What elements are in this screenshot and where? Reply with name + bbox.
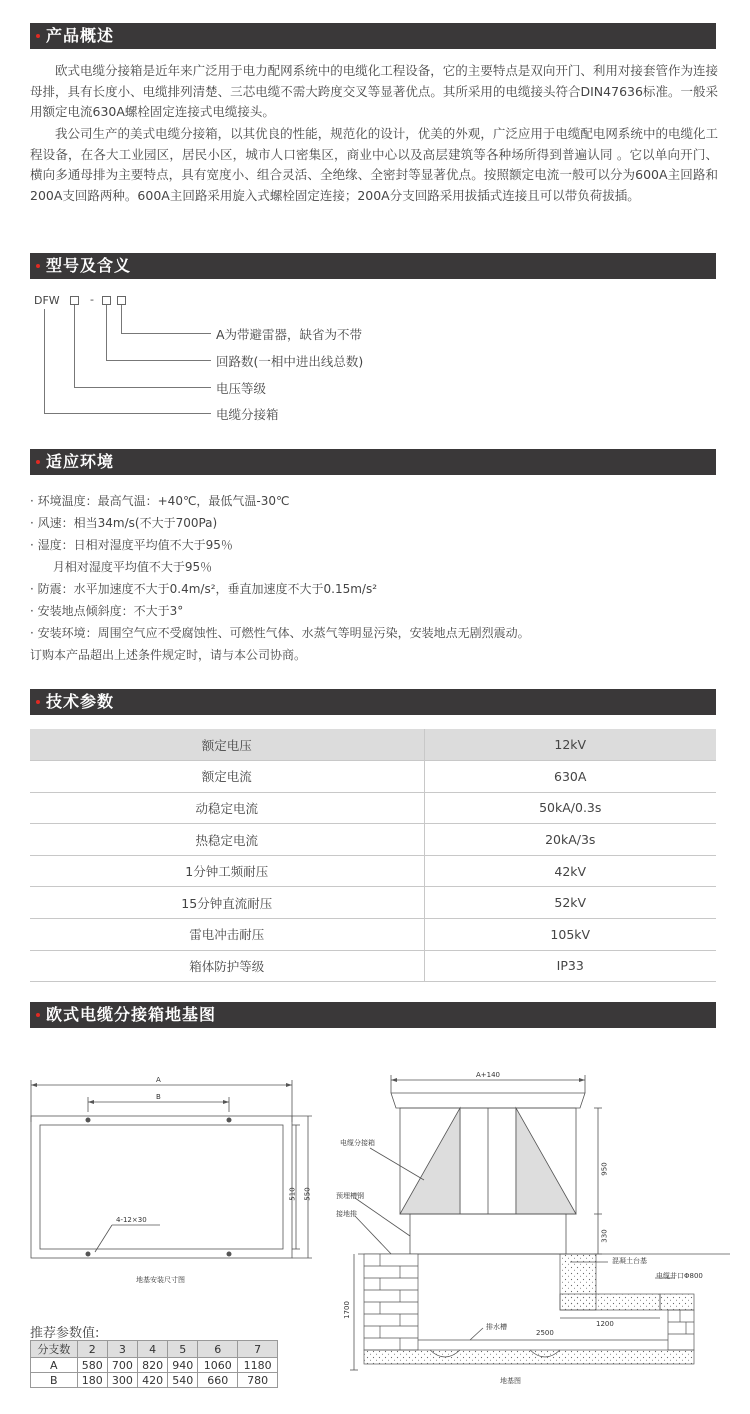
section-title: 欧式电缆分接箱地基图 [46,1005,217,1024]
param-name: 1分钟工频耐压 [30,855,424,887]
env-item: · 安装地点倾斜度：不大于3° [30,604,184,618]
table-row [31,1358,278,1373]
table-row [31,1373,278,1388]
param-value: 20kA/3s [424,824,716,856]
rec-cell: 780 [238,1373,278,1388]
rec-cell: 700 [107,1358,137,1373]
dim-2500-label: 2500 [536,1329,554,1337]
rec-cell: 580 [77,1358,107,1373]
dim-a-label: A [156,1076,161,1084]
rec-cell: 6 [198,1341,238,1358]
dim-1700-label: 1700 [342,1301,351,1319]
model-label-voltage: 电压等级 [216,381,267,396]
param-value: 50kA/0.3s [424,792,716,824]
dim-330-label: 330 [600,1229,609,1243]
label-steel: 预埋槽钢 [336,1192,364,1200]
rec-cell: 940 [168,1358,198,1373]
rec-cell: 2 [77,1341,107,1358]
param-value: 105kV [424,919,716,951]
param-value: 12kV [424,729,716,761]
env-item: · 湿度：日相对湿度平均值不大于95％ [30,538,233,552]
param-value: 42kV [424,855,716,887]
env-note: 订购本产品超出上述条件规定时，请与本公司协商。 [30,648,307,662]
model-label-circuits: 回路数(一相中进出线总数) [216,354,364,369]
rec-cell: 540 [168,1373,198,1388]
recommended-title: 推荐参数值: [30,1326,100,1341]
model-label-arrester: A为带避雷器，缺省为不带 [216,327,363,342]
section-title: 产品概述 [46,26,115,45]
env-item: · 风速：相当34m/s(不大于700Pa) [30,516,218,530]
section-caption: 地基图 [500,1377,521,1385]
env-item: · 防震：水平加速度不大于0.4m/s²，垂直加速度不大于0.15m/s² [30,582,378,596]
section-title: 适应环境 [46,452,115,471]
env-item: · 安装环境：周围空气应不受腐蚀性、可燃性气体、水蒸气等明显污染，安装地点无剧烈震动。 [30,626,530,640]
rec-cell: 1180 [238,1358,278,1373]
plan-caption: 地基安装尺寸图 [136,1276,185,1284]
param-value: 630A [424,761,716,793]
label-concrete: 混凝土台基 [612,1257,647,1265]
overview-paragraph-1: 欧式电缆分接箱是近年来广泛用于电力配网系统中的电缆化工程设备，它的主要特点是双向开门、利用对接套管作为连接母排，具有长度小、电缆排列清楚、三芯电缆不需大跨度交叉等显著优点。其所采用的电缆接头符合DIN47636标准。一般采用额定电流630A螺栓固定连接式电缆接头。 [30,63,718,119]
dim-510-label: 510 [288,1187,297,1201]
dim-b-label: B [156,1093,161,1101]
rec-cell: 820 [138,1358,168,1373]
rec-cell: 4 [138,1341,168,1358]
rec-cell: 5 [168,1341,198,1358]
dim-top-label: A+140 [476,1071,501,1079]
dim-1200-label: 1200 [596,1320,614,1328]
param-name: 额定电压 [30,729,424,761]
dim-950-label: 950 [600,1162,609,1176]
rec-cell: 180 [77,1373,107,1388]
rec-cell: 420 [138,1373,168,1388]
rec-cell: 分支数 [31,1341,78,1358]
param-name: 动稳定电流 [30,792,424,824]
env-item: · 环境温度：最高气温：+40℃，最低气温-30℃ [30,494,290,508]
param-name: 雷电冲击耐压 [30,919,424,951]
param-value: 52kV [424,887,716,919]
rec-cell: 7 [238,1341,278,1358]
param-name: 15分钟直流耐压 [30,887,424,919]
param-name: 热稳定电流 [30,824,424,856]
model-prefix: DFW [34,294,60,307]
rec-cell: B [31,1373,78,1388]
param-value: IP33 [424,950,716,982]
label-drain: 排水槽 [486,1323,507,1331]
label-well: 电缆井口Φ800 [656,1272,703,1280]
rec-cell: A [31,1358,78,1373]
rec-cell: 3 [107,1341,137,1358]
env-item: 月相对湿度平均值不大于95％ [30,560,213,574]
dim-550-label: 550 [303,1187,312,1201]
holes-label: 4-12×30 [116,1216,147,1224]
label-box: 电缆分接箱 [340,1139,375,1147]
param-name: 箱体防护等级 [30,950,424,982]
section-title: 技术参数 [46,692,115,711]
param-name: 额定电流 [30,761,424,793]
model-label-box: 电缆分接箱 [216,407,279,422]
overview-paragraph-2: 我公司生产的美式电缆分接箱，以其优良的性能，规范化的设计，优美的外观，广泛应用于电缆配电网系统中的电缆化工程设备，在各大工业园区，居民小区，城市人口密集区，商业中心以及高层建筑等各种场所得到普遍认同 。它以单向开门、横向多通母排为主要特点，具有宽度小、组合灵活、全绝缘、全密封等显著优点。按照额定电流一般可以分为600A主回路和200A支回路两种。600A主回路采用旋入式螺栓固定连接；200A分支回路采用拔插式连接且可以带负荷拔插。 [30,126,718,203]
model-dash: - [90,293,94,306]
table-row [31,1341,278,1358]
rec-cell: 660 [198,1373,238,1388]
rec-cell: 1060 [198,1358,238,1373]
label-ground: 接地排 [336,1210,357,1218]
section-title: 型号及含义 [46,256,132,275]
recommended-table [30,1340,278,1388]
rec-cell: 300 [107,1373,137,1388]
